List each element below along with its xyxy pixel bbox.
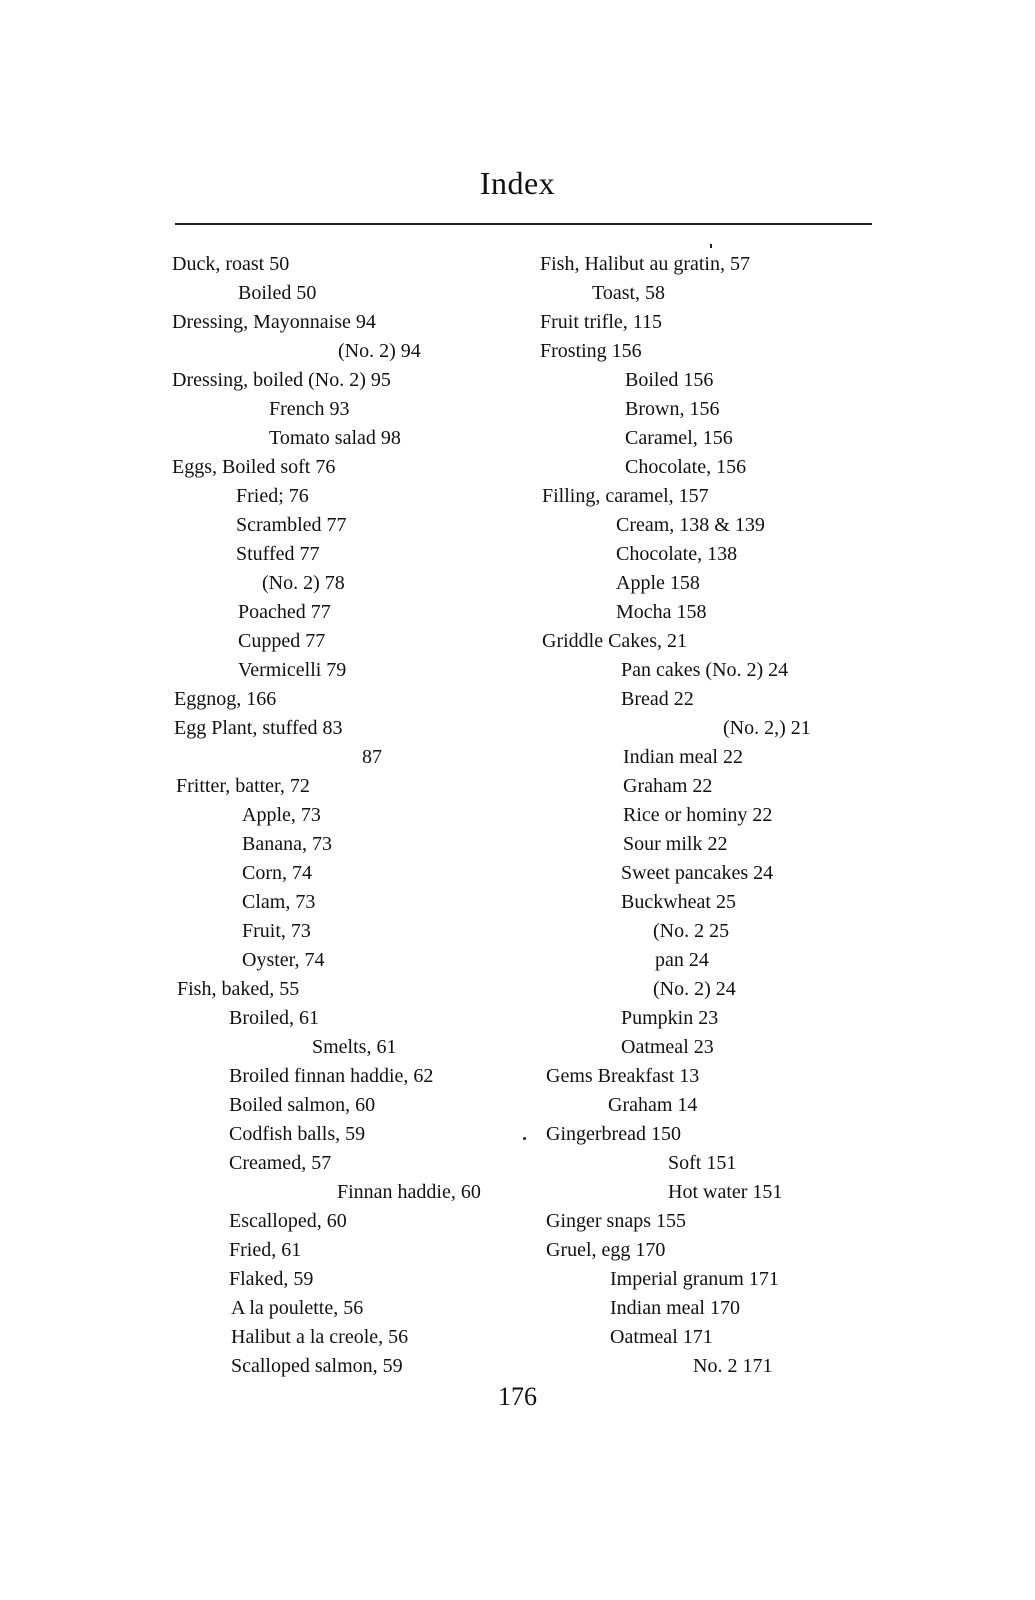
index-entry: Rice or hominy 22	[623, 804, 773, 826]
index-entry: Apple, 73	[242, 804, 321, 826]
index-entry: (No. 2,) 21	[723, 717, 811, 739]
index-entry: Gingerbread 150	[546, 1123, 681, 1145]
index-entry: Fish, Halibut au gratin, 57	[540, 253, 750, 275]
index-entry: Poached 77	[238, 601, 331, 623]
index-entry: Tomato salad 98	[269, 427, 401, 449]
index-entry: Boiled salmon, 60	[229, 1094, 376, 1116]
index-entry: Soft 151	[668, 1152, 737, 1174]
index-entry: Gruel, egg 170	[546, 1239, 666, 1261]
index-entry: Sour milk 22	[623, 833, 728, 855]
index-entry: Scalloped salmon, 59	[231, 1355, 403, 1377]
page-title: Index	[479, 165, 556, 201]
index-entry: Boiled 156	[625, 369, 714, 391]
index-entry: Fritter, batter, 72	[176, 775, 310, 797]
index-entry: Frosting 156	[540, 340, 642, 362]
index-entry: Toast, 58	[592, 282, 666, 304]
index-entry: Cupped 77	[238, 630, 326, 652]
index-entry: Scrambled 77	[236, 514, 347, 536]
index-entry: Clam, 73	[242, 891, 316, 913]
index-entry: Eggs, Boiled soft 76	[172, 456, 336, 478]
index-entry: (No. 2 25	[653, 920, 730, 942]
index-entry: Indian meal 22	[623, 746, 743, 768]
index-entry: Caramel, 156	[625, 427, 733, 449]
index-entry: Oatmeal 171	[610, 1326, 713, 1348]
index-entry: 87	[362, 746, 382, 768]
index-entry: Chocolate, 138	[616, 543, 738, 565]
index-entry: Fruit, 73	[242, 920, 311, 942]
index-entry: Sweet pancakes 24	[621, 862, 774, 884]
index-entry: Stuffed 77	[236, 543, 320, 565]
index-entry: Vermicelli 79	[238, 659, 347, 681]
index-entry: Broiled, 61	[229, 1007, 319, 1029]
right-index-column	[540, 250, 811, 1381]
index-entry: Pumpkin 23	[621, 1007, 719, 1029]
index-entry: Gems Breakfast 13	[546, 1065, 700, 1087]
index-entry: Indian meal 170	[610, 1297, 740, 1319]
index-entry: Codfish balls, 59	[229, 1123, 366, 1145]
index-entry: pan 24	[655, 949, 709, 971]
index-entry: Creamed, 57	[229, 1152, 332, 1174]
index-entry: Graham 22	[623, 775, 713, 797]
index-entry: Smelts, 61	[312, 1036, 397, 1058]
index-entry: Apple 158	[616, 572, 700, 594]
index-entry: Fruit trifle, 115	[540, 311, 663, 333]
stray-dot	[523, 1137, 526, 1140]
accent-mark	[710, 244, 712, 248]
page-number: 176	[498, 1382, 537, 1411]
index-entry: Fried, 61	[229, 1239, 302, 1261]
index-entry: Hot water 151	[668, 1181, 783, 1203]
index-entry: French 93	[269, 398, 350, 420]
index-entry: Mocha 158	[616, 601, 707, 623]
index-entry: Oyster, 74	[242, 949, 325, 971]
index-entry: Bread 22	[621, 688, 694, 710]
index-entry: (No. 2) 24	[653, 978, 736, 1000]
index-entry: (No. 2) 78	[262, 572, 345, 594]
index-entry: Ginger snaps 155	[546, 1210, 686, 1232]
index-entry: Broiled finnan haddie, 62	[229, 1065, 434, 1087]
index-entry: Corn, 74	[242, 862, 312, 884]
index-entry: Duck, roast 50	[172, 253, 290, 275]
index-entry: Graham 14	[608, 1094, 698, 1116]
index-entry: No. 2 171	[693, 1355, 773, 1377]
index-entry: Chocolate, 156	[625, 456, 747, 478]
left-index-column	[172, 250, 481, 1381]
index-entry: Filling, caramel, 157	[542, 485, 709, 507]
index-entry: Dressing, Mayonnaise 94	[172, 311, 376, 333]
index-entry: Fried; 76	[236, 485, 309, 507]
index-entry: Buckwheat 25	[621, 891, 736, 913]
index-entry: Halibut a la creole, 56	[231, 1326, 409, 1348]
index-entry: Cream, 138 & 139	[616, 514, 765, 536]
index-entry: Banana, 73	[242, 833, 332, 855]
index-entry: Imperial granum 171	[610, 1268, 779, 1290]
index-entry: Flaked, 59	[229, 1268, 314, 1290]
index-entry: Pan cakes (No. 2) 24	[621, 659, 789, 681]
index-entry: Escalloped, 60	[229, 1210, 347, 1232]
index-entry: Egg Plant, stuffed 83	[174, 717, 343, 739]
index-entry: Dressing, boiled (No. 2) 95	[172, 369, 391, 391]
index-entry: Fish, baked, 55	[177, 978, 300, 1000]
index-entry: Griddle Cakes, 21	[542, 630, 687, 652]
index-entry: Finnan haddie, 60	[337, 1181, 481, 1203]
index-entry: Boiled 50	[238, 282, 317, 304]
index-entry: A la poulette, 56	[231, 1297, 364, 1319]
index-entry: (No. 2) 94	[338, 340, 421, 362]
index-entry: Eggnog, 166	[174, 688, 277, 710]
index-entry: Brown, 156	[625, 398, 720, 420]
title-rule	[175, 223, 872, 225]
index-entry: Oatmeal 23	[621, 1036, 714, 1058]
